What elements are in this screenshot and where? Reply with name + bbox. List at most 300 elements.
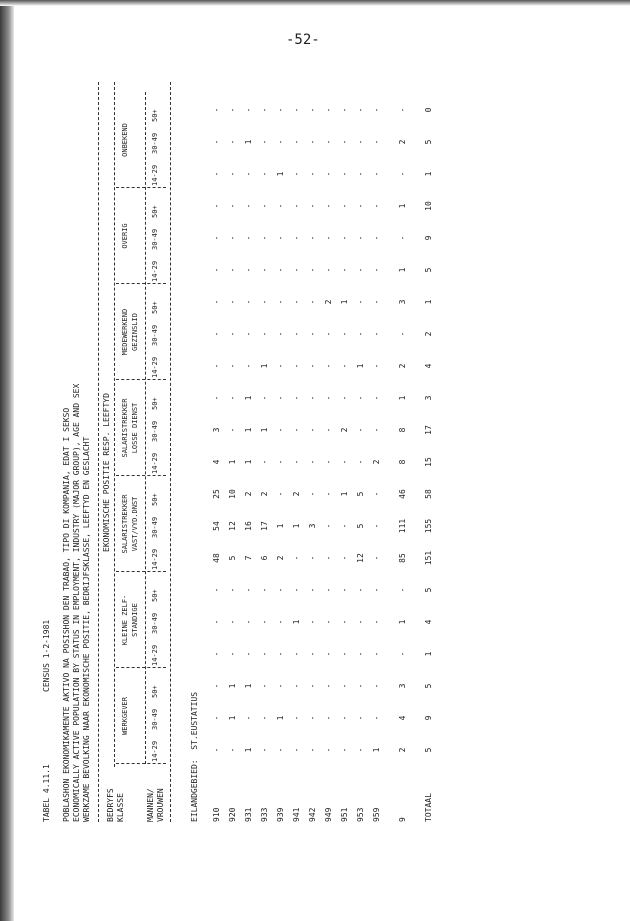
- table-cell: 54: [212, 521, 221, 531]
- table-cell: -: [260, 651, 269, 657]
- table-cell: -: [228, 299, 237, 305]
- table-cell: 46: [398, 489, 407, 499]
- table-cell: -: [356, 619, 365, 625]
- table-cell: -: [372, 331, 381, 337]
- table-cell: -: [276, 107, 285, 113]
- age-subheader: 14-29: [151, 164, 159, 186]
- page-number: -52-: [286, 32, 320, 48]
- table-cell: -: [398, 587, 407, 593]
- table-cell: 9: [424, 235, 433, 241]
- table-cell: -: [372, 299, 381, 305]
- table-cell: 1: [292, 523, 301, 529]
- table-cell: -: [372, 235, 381, 241]
- table-cell: 5: [424, 683, 433, 689]
- table-cell: 2: [244, 491, 253, 497]
- table-cell: -: [244, 171, 253, 177]
- table-cell: -: [292, 427, 301, 433]
- table-cell: -: [372, 203, 381, 209]
- table-cell: -: [260, 587, 269, 593]
- table-cell: -: [212, 171, 221, 177]
- table-cell: -: [372, 491, 381, 497]
- table-cell: -: [356, 715, 365, 721]
- table-cell: -: [212, 619, 221, 625]
- vrouwen-label: VROUWEN: [156, 788, 165, 822]
- age-subheader: 30-49: [151, 516, 159, 538]
- table-cell: -: [340, 459, 349, 465]
- table-cell: 1: [398, 619, 407, 625]
- age-subheader: 14-29: [151, 356, 159, 378]
- table-cell: 48: [212, 553, 221, 563]
- table-cell: -: [372, 107, 381, 113]
- table-cell: -: [372, 587, 381, 593]
- table-cell: -: [260, 235, 269, 241]
- title-papiamentu: POBLASHON EKONOMIKAMENTE AKTIVO NA POSISHON DEN TRABAO, TIPO DI KOMPANIA, EDAT I SEKSO: [62, 407, 71, 822]
- table-cell: -: [212, 267, 221, 273]
- table-cell: 1: [276, 715, 285, 721]
- table-cell: 1: [276, 171, 285, 177]
- table-cell: -: [212, 107, 221, 113]
- table-cell: -: [260, 619, 269, 625]
- table-cell: -: [212, 363, 221, 369]
- table-cell: -: [340, 523, 349, 529]
- table-cell: -: [276, 139, 285, 145]
- table-cell: 1: [244, 139, 253, 145]
- table-cell: -: [260, 203, 269, 209]
- table-cell: -: [356, 459, 365, 465]
- table-cell: 1: [398, 203, 407, 209]
- table-cell: -: [228, 651, 237, 657]
- table-cell: -: [398, 171, 407, 177]
- scan-shadow-top: [0, 0, 630, 6]
- table-cell: -: [308, 203, 317, 209]
- table-cell: -: [212, 747, 221, 753]
- age-subheader: 14-29: [151, 644, 159, 666]
- table-cell: 1: [260, 363, 269, 369]
- group-header: OVERIG: [121, 223, 129, 249]
- table-cell: -: [308, 491, 317, 497]
- age-subheader: 14-29: [151, 452, 159, 474]
- title-english: ECONOMICALLY ACTIVE POPULATION BY STATUS IN EMPLOYMENT, INDUSTRY (MAJOR GROUP), AGE AND SEX: [72, 383, 81, 822]
- table-cell: -: [260, 683, 269, 689]
- table-cell: -: [228, 427, 237, 433]
- table-cell: -: [340, 171, 349, 177]
- table-cell: 1: [244, 683, 253, 689]
- table-cell: -: [356, 651, 365, 657]
- table-cell: -: [308, 299, 317, 305]
- table-cell: -: [372, 171, 381, 177]
- table-cell: 1: [228, 715, 237, 721]
- table-cell: -: [308, 715, 317, 721]
- table-cell: 1: [340, 299, 349, 305]
- table-cell: 3: [212, 427, 221, 433]
- mannen-label: MANNEN/: [146, 788, 155, 822]
- table-cell: 3: [308, 523, 317, 529]
- table-cell: 1: [424, 299, 433, 305]
- table-cell: -: [398, 235, 407, 241]
- table-cell: -: [276, 203, 285, 209]
- table-cell: -: [340, 555, 349, 561]
- table-cell: -: [340, 747, 349, 753]
- table-cell: -: [324, 139, 333, 145]
- table-cell: 85: [398, 553, 407, 563]
- table-cell: -: [308, 587, 317, 593]
- group-divider: [116, 475, 166, 476]
- table-cell: -: [356, 299, 365, 305]
- table-cell: -: [276, 427, 285, 433]
- table-cell: -: [244, 107, 253, 113]
- table-cell: 8: [398, 459, 407, 465]
- table-cell: 10: [228, 489, 237, 499]
- table-cell: -: [228, 587, 237, 593]
- age-subheader: 50+: [151, 589, 159, 602]
- table-cell: -: [260, 299, 269, 305]
- row-label: 941: [292, 807, 301, 822]
- table-cell: -: [260, 267, 269, 273]
- table-cell: 5: [356, 523, 365, 529]
- table-cell: -: [324, 331, 333, 337]
- table-cell: -: [324, 555, 333, 561]
- header-top-rule: [98, 82, 99, 822]
- table-cell: -: [292, 203, 301, 209]
- table-cell: -: [276, 651, 285, 657]
- table-cell: -: [340, 203, 349, 209]
- table-cell: -: [340, 107, 349, 113]
- table-cell: -: [372, 619, 381, 625]
- table-cell: -: [276, 491, 285, 497]
- table-cell: -: [212, 299, 221, 305]
- table-cell: 12: [356, 553, 365, 563]
- table-cell: -: [324, 715, 333, 721]
- table-cell: -: [356, 395, 365, 401]
- table-cell: 151: [424, 550, 433, 566]
- table-cell: -: [260, 459, 269, 465]
- age-subheader: 14-29: [151, 740, 159, 762]
- table-cell: 5: [424, 587, 433, 593]
- table-cell: -: [398, 331, 407, 337]
- table-cell: 8: [398, 427, 407, 433]
- table-cell: 1: [292, 619, 301, 625]
- row-label: 953: [356, 807, 365, 822]
- table-cell: -: [308, 171, 317, 177]
- row-label: 939: [276, 807, 285, 822]
- row-label: 933: [260, 807, 269, 822]
- table-cell: 1: [424, 171, 433, 177]
- table-cell: -: [292, 171, 301, 177]
- table-cell: 1: [260, 427, 269, 433]
- table-cell: -: [212, 139, 221, 145]
- table-cell: -: [276, 267, 285, 273]
- table-cell: 1: [276, 523, 285, 529]
- table-cell: -: [212, 203, 221, 209]
- table-cell: -: [228, 171, 237, 177]
- row-label: 910: [212, 807, 221, 822]
- table-cell: -: [212, 587, 221, 593]
- table-cell: 5: [424, 267, 433, 273]
- age-subheader: 50+: [151, 301, 159, 314]
- table-cell: -: [372, 395, 381, 401]
- table-cell: -: [308, 619, 317, 625]
- table-cell: -: [324, 395, 333, 401]
- table-cell: -: [292, 587, 301, 593]
- table-cell: -: [228, 331, 237, 337]
- header-bottom-rule: [170, 82, 171, 822]
- klasse-label: KLASSE: [116, 793, 125, 822]
- age-subheader: 50+: [151, 109, 159, 122]
- table-cell: 58: [424, 489, 433, 499]
- table-cell: -: [244, 203, 253, 209]
- table-cell: -: [308, 267, 317, 273]
- table-cell: -: [260, 107, 269, 113]
- table-cell: -: [244, 715, 253, 721]
- age-subheader: 30-49: [151, 708, 159, 730]
- table-cell: -: [356, 587, 365, 593]
- table-cell: -: [276, 235, 285, 241]
- table-cell: -: [372, 267, 381, 273]
- table-cell: -: [292, 235, 301, 241]
- table-cell: -: [292, 395, 301, 401]
- table-cell: -: [340, 683, 349, 689]
- table-cell: 4: [398, 715, 407, 721]
- table-cell: -: [276, 363, 285, 369]
- table-cell: -: [276, 331, 285, 337]
- table-cell: -: [340, 651, 349, 657]
- table-cell: 17: [260, 521, 269, 531]
- table-cell: -: [356, 107, 365, 113]
- table-cell: -: [228, 395, 237, 401]
- table-cell: -: [324, 363, 333, 369]
- age-subheader: 50+: [151, 685, 159, 698]
- table-cell: -: [292, 331, 301, 337]
- table-cell: 2: [424, 331, 433, 337]
- table-cell: -: [212, 683, 221, 689]
- row-label: 949: [324, 807, 333, 822]
- table-cell: -: [260, 715, 269, 721]
- table-cell: -: [228, 267, 237, 273]
- table-cell: -: [212, 651, 221, 657]
- table-cell: -: [340, 139, 349, 145]
- table-cell: 0: [424, 107, 433, 113]
- table-cell: -: [308, 235, 317, 241]
- scan-shadow-edge: [0, 0, 14, 921]
- table-cell: -: [340, 715, 349, 721]
- table-cell: -: [372, 139, 381, 145]
- table-cell: -: [292, 747, 301, 753]
- table-cell: -: [228, 747, 237, 753]
- table-cell: 4: [424, 363, 433, 369]
- table-cell: -: [212, 235, 221, 241]
- table-cell: -: [372, 523, 381, 529]
- table-cell: -: [324, 619, 333, 625]
- group-header: ONBEKEND: [121, 123, 129, 157]
- table-cell: 1: [356, 363, 365, 369]
- table-cell: 3: [398, 299, 407, 305]
- table-cell: -: [292, 555, 301, 561]
- table-cell: -: [324, 427, 333, 433]
- table-cell: -: [276, 587, 285, 593]
- table-cell: -: [228, 203, 237, 209]
- table-cell: -: [324, 171, 333, 177]
- row-label: 959: [372, 807, 381, 822]
- table-cell: -: [260, 139, 269, 145]
- table-cell: -: [372, 715, 381, 721]
- table-cell: 1: [244, 747, 253, 753]
- table-cell: -: [260, 171, 269, 177]
- table-cell: 5: [356, 491, 365, 497]
- group-header: WERKGEVER: [121, 697, 129, 735]
- table-cell: -: [324, 747, 333, 753]
- group-divider: [116, 283, 166, 284]
- table-cell: 155: [424, 518, 433, 534]
- table-cell: 5: [424, 139, 433, 145]
- table-cell: 10: [424, 201, 433, 211]
- row-label: 9: [398, 817, 407, 822]
- group-divider: [116, 187, 166, 188]
- rotated-table-block: [42, 62, 562, 822]
- table-cell: -: [276, 299, 285, 305]
- age-subheader: 30-49: [151, 420, 159, 442]
- super-header-rule: [114, 82, 115, 767]
- table-cell: 7: [244, 555, 253, 561]
- table-cell: -: [308, 395, 317, 401]
- table-cell: 15: [424, 457, 433, 467]
- table-cell: -: [244, 267, 253, 273]
- region-label: EILANDGEBIED: ST.EUSTATIUS: [190, 691, 199, 822]
- super-header: EKONOMISCHE POSITIE RESP. LEEFTYD: [102, 393, 111, 552]
- table-cell: -: [276, 459, 285, 465]
- table-cell: -: [398, 651, 407, 657]
- table-cell: 1: [228, 459, 237, 465]
- table-cell: -: [228, 107, 237, 113]
- table-cell: -: [260, 747, 269, 753]
- table-cell: -: [292, 651, 301, 657]
- table-cell: 1: [398, 395, 407, 401]
- table-cell: -: [276, 619, 285, 625]
- row-label: 942: [308, 807, 317, 822]
- group-divider: [116, 379, 166, 380]
- group-header: SALARISTREKKER VAST/VYD.DNST: [121, 494, 139, 554]
- age-header-rule: [145, 92, 146, 764]
- table-cell: -: [340, 363, 349, 369]
- table-cell: -: [292, 299, 301, 305]
- table-cell: 1: [244, 459, 253, 465]
- table-cell: 1: [372, 747, 381, 753]
- table-cell: -: [228, 619, 237, 625]
- table-cell: -: [308, 555, 317, 561]
- group-divider: [116, 571, 166, 572]
- table-cell: -: [398, 107, 407, 113]
- table-cell: 2: [372, 459, 381, 465]
- table-cell: -: [324, 107, 333, 113]
- table-cell: -: [308, 427, 317, 433]
- table-cell: 1: [244, 427, 253, 433]
- table-cell: -: [244, 651, 253, 657]
- table-cell: 2: [276, 555, 285, 561]
- table-cell: -: [244, 587, 253, 593]
- age-subheader: 30-49: [151, 612, 159, 634]
- table-cell: -: [244, 619, 253, 625]
- table-cell: -: [324, 651, 333, 657]
- age-subheader: 50+: [151, 397, 159, 410]
- table-cell: -: [228, 139, 237, 145]
- table-cell: -: [228, 235, 237, 241]
- table-id: TABEL 4.11.1: [42, 764, 51, 822]
- table-cell: -: [356, 139, 365, 145]
- table-cell: -: [308, 107, 317, 113]
- table-cell: -: [292, 683, 301, 689]
- table-cell: 2: [260, 491, 269, 497]
- table-cell: -: [324, 267, 333, 273]
- table-cell: -: [308, 459, 317, 465]
- table-cell: 17: [424, 425, 433, 435]
- table-cell: -: [356, 235, 365, 241]
- table-cell: -: [244, 235, 253, 241]
- table-cell: 2: [398, 363, 407, 369]
- group-header: KLEINE ZELF- STANDIGE: [121, 594, 139, 646]
- table-cell: 25: [212, 489, 221, 499]
- table-cell: 4: [424, 619, 433, 625]
- table-cell: -: [324, 683, 333, 689]
- row-label: 951: [340, 807, 349, 822]
- table-cell: -: [260, 331, 269, 337]
- table-cell: -: [276, 683, 285, 689]
- table-cell: 6: [260, 555, 269, 561]
- table-cell: 3: [424, 395, 433, 401]
- table-cell: -: [340, 267, 349, 273]
- table-cell: -: [356, 747, 365, 753]
- table-cell: -: [372, 555, 381, 561]
- table-cell: 2: [340, 427, 349, 433]
- table-cell: 5: [228, 555, 237, 561]
- table-cell: -: [372, 683, 381, 689]
- table-cell: 3: [398, 683, 407, 689]
- age-subheader: 14-29: [151, 548, 159, 570]
- table-cell: -: [228, 363, 237, 369]
- age-subheader: 50+: [151, 205, 159, 218]
- age-subheader: 30-49: [151, 324, 159, 346]
- table-cell: 1: [398, 267, 407, 273]
- table-cell: 12: [228, 521, 237, 531]
- group-divider: [116, 763, 166, 764]
- table-cell: -: [292, 139, 301, 145]
- table-cell: -: [324, 203, 333, 209]
- table-cell: 2: [398, 747, 407, 753]
- table-cell: -: [292, 363, 301, 369]
- table-cell: -: [260, 395, 269, 401]
- table-cell: -: [212, 395, 221, 401]
- group-divider: [116, 667, 166, 668]
- table-cell: -: [292, 715, 301, 721]
- row-label: TOTAAL: [424, 793, 433, 822]
- table-cell: 9: [424, 715, 433, 721]
- table-cell: -: [356, 331, 365, 337]
- table-cell: -: [324, 235, 333, 241]
- table-cell: 111: [398, 518, 407, 534]
- group-header: MEDEWERKEND GEZINSLID: [121, 308, 139, 356]
- table-cell: -: [276, 395, 285, 401]
- table-cell: -: [356, 171, 365, 177]
- table-cell: -: [340, 235, 349, 241]
- table-cell: -: [340, 619, 349, 625]
- table-cell: -: [356, 267, 365, 273]
- age-subheader: 14-29: [151, 260, 159, 282]
- table-cell: -: [356, 427, 365, 433]
- row-label: 931: [244, 807, 253, 822]
- table-cell: 16: [244, 521, 253, 531]
- table-cell: -: [356, 203, 365, 209]
- table-cell: 2: [398, 139, 407, 145]
- table-cell: -: [340, 395, 349, 401]
- table-cell: -: [244, 363, 253, 369]
